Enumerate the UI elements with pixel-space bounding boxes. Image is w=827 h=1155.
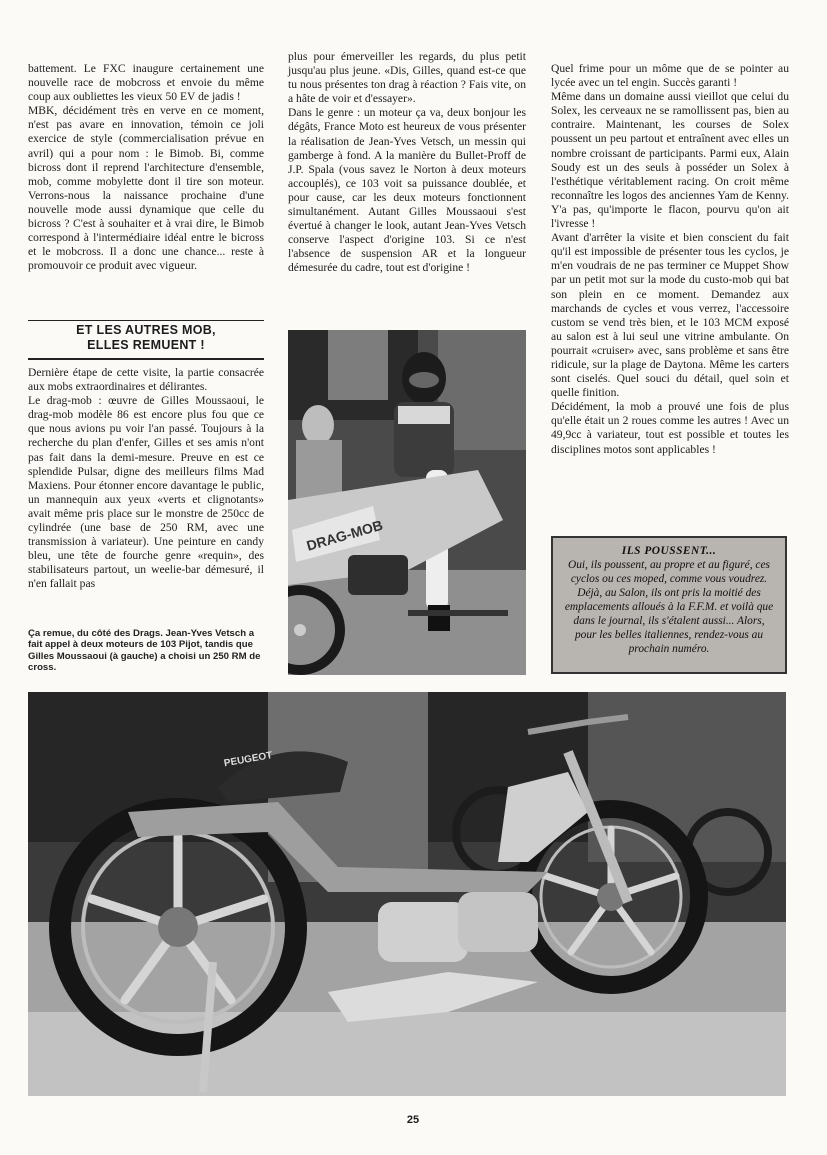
section-heading-line: ELLES REMUENT ! xyxy=(87,338,205,352)
paragraph: Même dans un domaine aussi vieillot que celui du Solex, les cerveaux ne se ramollissent pas, bien au contraire. Maintenant, les courses de Solex poussent un peu partout et entraînent avec elles un nombre croissant de participants. Parmi eux, Alain Soudy est un des seuls à posséder un Solex à l'esthétique véritablement racing. On croit même reconnaître les logos des anciennes Yam de Kenny. Y'a pas, qu'importe le flacon, pourvu qu'on ait l'ivresse ! xyxy=(551,90,789,231)
column-1-text xyxy=(28,62,264,273)
sidebar-box-text: Oui, ils poussent, au propre et au figuré, ces cyclos ou ces moped, comme vous voudrez. Déjà, au Salon, ils ont pris la moitié des emplacements alloués à la F.F.M. et voilà que dans le journal, ils s'étalent aussi... Alors, pour les belles italiennes, rendez-vous au prochain numéro. xyxy=(564,559,774,655)
paragraph: battement. Le FXC inaugure certainement une nouvelle race de mobcross et envoie du même coup aux oubliettes les vieux 50 EV de jadis ! xyxy=(28,62,264,104)
section-divider xyxy=(28,320,264,321)
paragraph: plus pour émerveiller les regards, du plus petit jusqu'au plus jeune. «Dis, Gilles, quand est-ce que tu nous présentes ton drag à réaction ? Fais vite, on a hâte de voir et d'essayer». xyxy=(288,50,526,106)
paragraph: MBK, décidément très en verve en ce moment, n'est pas avare en innovation, témoin ce joli exercice de style (commercialisation prévue en avril) qui a pour nom : le Bimob. Bi, comme bicross dont il reprend l'architecture d'ensemble, mob, comme mobylette dont il tire son moteur. Verrons-nous la naissance prochaine d'une nouvelle mode aussi dynamique que celle du bicross ? C'est à souhaiter et à vrai dire, le Bimob correspond à l'intermédiaire idéal entre le bicross et le mobcross. Il a donc une chance... reste à promouvoir ce produit avec vigueur. xyxy=(28,104,264,273)
drag-mob-photo xyxy=(288,330,526,675)
custom-moped-photo xyxy=(28,692,786,1096)
column-3-text xyxy=(551,62,789,457)
fairing-lettering: DRAG-MOB xyxy=(304,516,385,554)
paragraph: Avant d'arrêter la visite et bien conscient du fait qu'il est impossible de présenter tous les cyclos, je m'en voudrais de ne pas terminer ce Muppet Show par un petit mot sur la mode du custo-mob qui bat son plein en ce moment. Demandez aux marchands de cycles et vous verrez, l'accessoire custom se vend très bien, et le 103 MCM exposé au salon est à lui seul une vitrine ambulante. On pourrait «cruiser» avec, sans problème et sans être ridicule, sur la plage de Daytona. Même les carters sont ciselés. Quel souci du détail, quel soin et quelle finition. xyxy=(551,231,789,400)
column-2-text xyxy=(288,50,526,276)
column-1-continued-text xyxy=(28,366,264,592)
section-heading xyxy=(28,323,264,353)
paragraph: Quel frime pour un môme que de se pointer au lycée avec un tel engin. Succès garanti ! xyxy=(551,62,789,90)
seat-brand-lettering: PEUGEOT xyxy=(223,750,274,770)
section-divider xyxy=(28,358,264,360)
sidebar-box xyxy=(551,536,787,674)
paragraph: Décidément, la mob a prouvé une fois de plus qu'elle était un 2 roues comme les autres ! Avec un 49,9cc à variateur, tout est possible et toutes les disciplines motos sont applicables ! xyxy=(551,400,789,456)
drag-mob-illustration xyxy=(288,330,526,675)
photo-caption: Ça remue, du côté des Drags. Jean-Yves Vetsch a fait appel à deux moteurs de 103 Pijot, tandis que Gilles Moussaoui (à gauche) a choisi un 250 RM de cross. xyxy=(28,628,261,673)
section-heading-line: ET LES AUTRES MOB, xyxy=(76,323,216,337)
paragraph: Dernière étape de cette visite, la partie consacrée aux mobs extraordinaires et délirantes. xyxy=(28,366,264,394)
sidebar-box-title: ILS POUSSENT... xyxy=(621,545,717,557)
custom-moped-illustration xyxy=(28,692,786,1096)
paragraph: Dans le genre : un moteur ça va, deux bonjour les dégâts, France Moto est heureux de vous présenter la réalisation de Jean-Yves Vetsch, un messin qui gamberge à fond. A la manière du Bullet-Proff de J.P. Spala (vous savez le Norton à deux moteurs accouplés), ce 103 voit sa puissance doublée, et pour cause, car les deux moteurs fonctionnent simultanément. Autant Gilles Moussaoui s'est évertué à changer le look, autant Jean-Yves Vetsch conserve l'aspect d'origine 103. Si ce n'est l'absence de suspension AR et la longueur démesurée du cadre, tout est d'origine ! xyxy=(288,106,526,275)
paragraph: Le drag-mob : œuvre de Gilles Moussaoui, le drag-mob modèle 86 est encore plus fou que ce que nous avions pu voir l'an passé. Toujours à la recherche du plan d'enfer, Gilles et ses amis n'ont pas fait dans la demi-mesure. Preuve en est ce splendide Pulsar, digne des meilleurs films Mad Maxiens. Pour étonner encore davantage le public, un mannequin aux yeux «verts et clignotants» avait même pris place sur le monstre de 250cc de cylindrée (une base de 250 RM, avec une transmission à variateur). Une peinture en candy bleu, une tête de fourche genre «requin», des stabilisateurs partout, un weelie-bar démesuré, il n'en fallait pas xyxy=(28,394,264,591)
page-number: 25 xyxy=(406,1114,420,1126)
